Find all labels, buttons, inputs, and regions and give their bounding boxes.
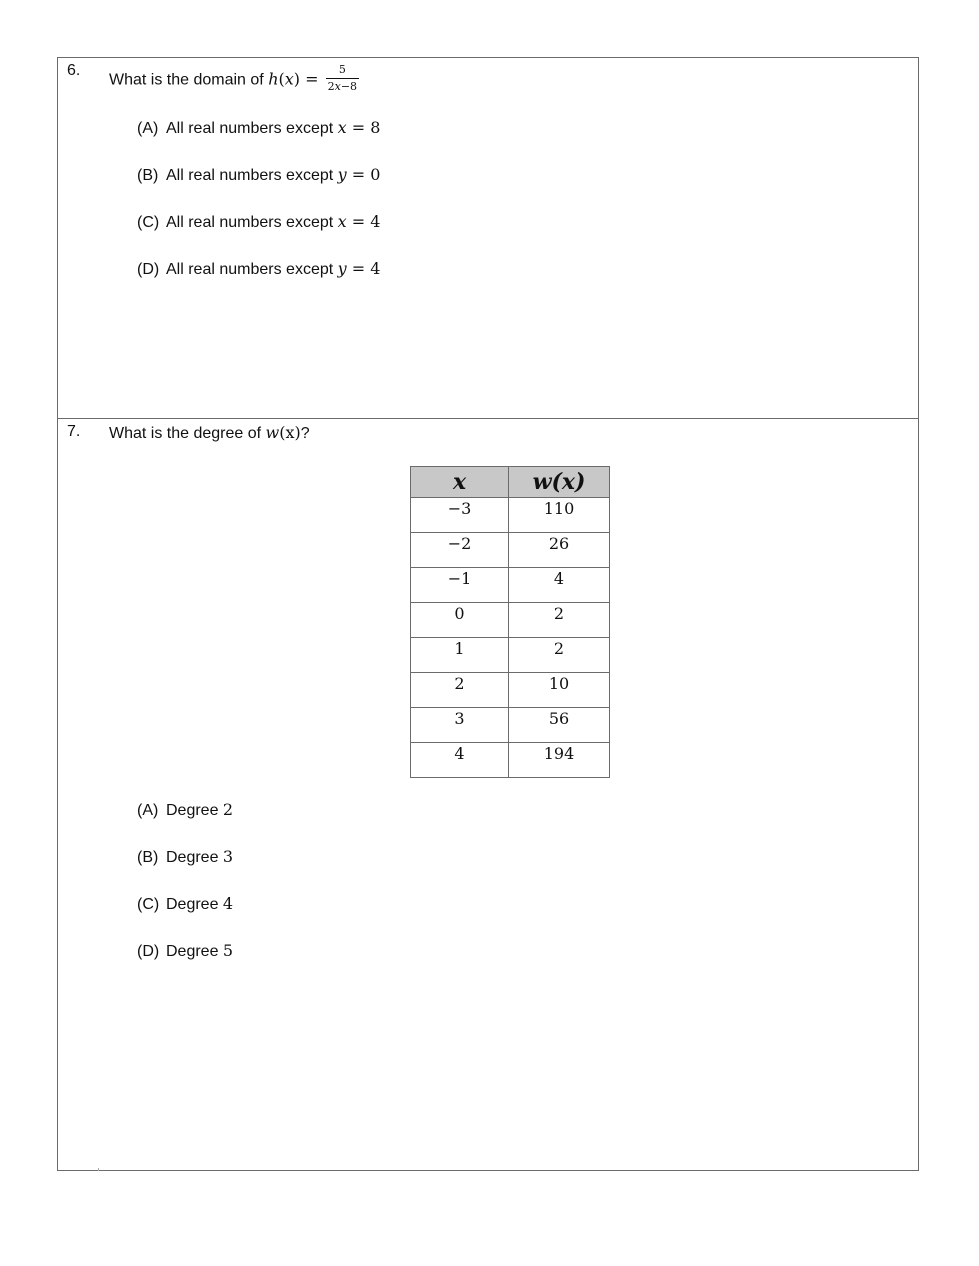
table-cell-x: −1 [411, 568, 509, 603]
q6-choice-d[interactable]: (D) All real numbers except y = 4 [137, 259, 381, 278]
fraction-numerator: 5 [326, 64, 359, 79]
q7-choice-b[interactable]: (B) Degree 3 [137, 847, 234, 866]
q6-choice-b[interactable]: (B) All real numbers except y = 0 [137, 165, 381, 184]
table-row [411, 708, 610, 743]
table-cell-wx: 2 [509, 603, 610, 638]
table-row [411, 603, 610, 638]
question-7-func-name: w [265, 423, 280, 442]
q7-choice-d[interactable]: (D) Degree 5 [137, 941, 234, 960]
question-7-prompt [109, 423, 310, 443]
question-7-number: 7. [67, 423, 81, 440]
table-cell-wx: 110 [509, 498, 610, 533]
question-6-equals: = [300, 69, 324, 89]
table-row [411, 638, 610, 673]
fraction-denominator: 2x−8 [327, 80, 358, 93]
table-cell-x: 1 [411, 638, 509, 673]
question-6-number: 6. [67, 62, 81, 79]
question-7-prompt-text: What is the degree of [109, 425, 266, 442]
values-table [410, 466, 610, 778]
page-mark [98, 1168, 99, 1171]
table-row [411, 673, 610, 708]
table-cell-x: 0 [411, 603, 509, 638]
table-row [411, 533, 610, 568]
table-header-wx: w(x) [509, 467, 610, 498]
table-cell-wx: 4 [509, 568, 610, 603]
table-header-row [411, 467, 610, 498]
table-cell-x: 4 [411, 743, 509, 778]
table-row [411, 498, 610, 533]
table-cell-wx: 26 [509, 533, 610, 568]
question-6-prompt [109, 63, 359, 95]
question-6-prompt-text: What is the domain of [109, 71, 269, 89]
question-6-func-arg: (x) [278, 69, 301, 89]
question-6-func-name: h [268, 69, 279, 89]
question-7-func-arg: (x) [279, 423, 301, 442]
q6-choice-a[interactable]: (A) All real numbers except x = 8 [137, 118, 381, 137]
table-cell-x: −2 [411, 533, 509, 568]
q7-choice-c[interactable]: (C) Degree 4 [137, 894, 234, 913]
table-row [411, 743, 610, 778]
q6-choice-c[interactable]: (C) All real numbers except x = 4 [137, 212, 381, 231]
question-6-fraction [326, 64, 359, 93]
table-header-x: x [411, 467, 509, 498]
table-cell-wx: 194 [509, 743, 610, 778]
table-cell-wx: 10 [509, 673, 610, 708]
table-cell-wx: 2 [509, 638, 610, 673]
q7-choice-a[interactable]: (A) Degree 2 [137, 800, 234, 819]
table-cell-x: 2 [411, 673, 509, 708]
question-7-prompt-end: ? [300, 425, 310, 442]
table-cell-wx: 56 [509, 708, 610, 743]
table-row [411, 568, 610, 603]
question-divider [57, 418, 919, 419]
table-cell-x: −3 [411, 498, 509, 533]
table-cell-x: 3 [411, 708, 509, 743]
